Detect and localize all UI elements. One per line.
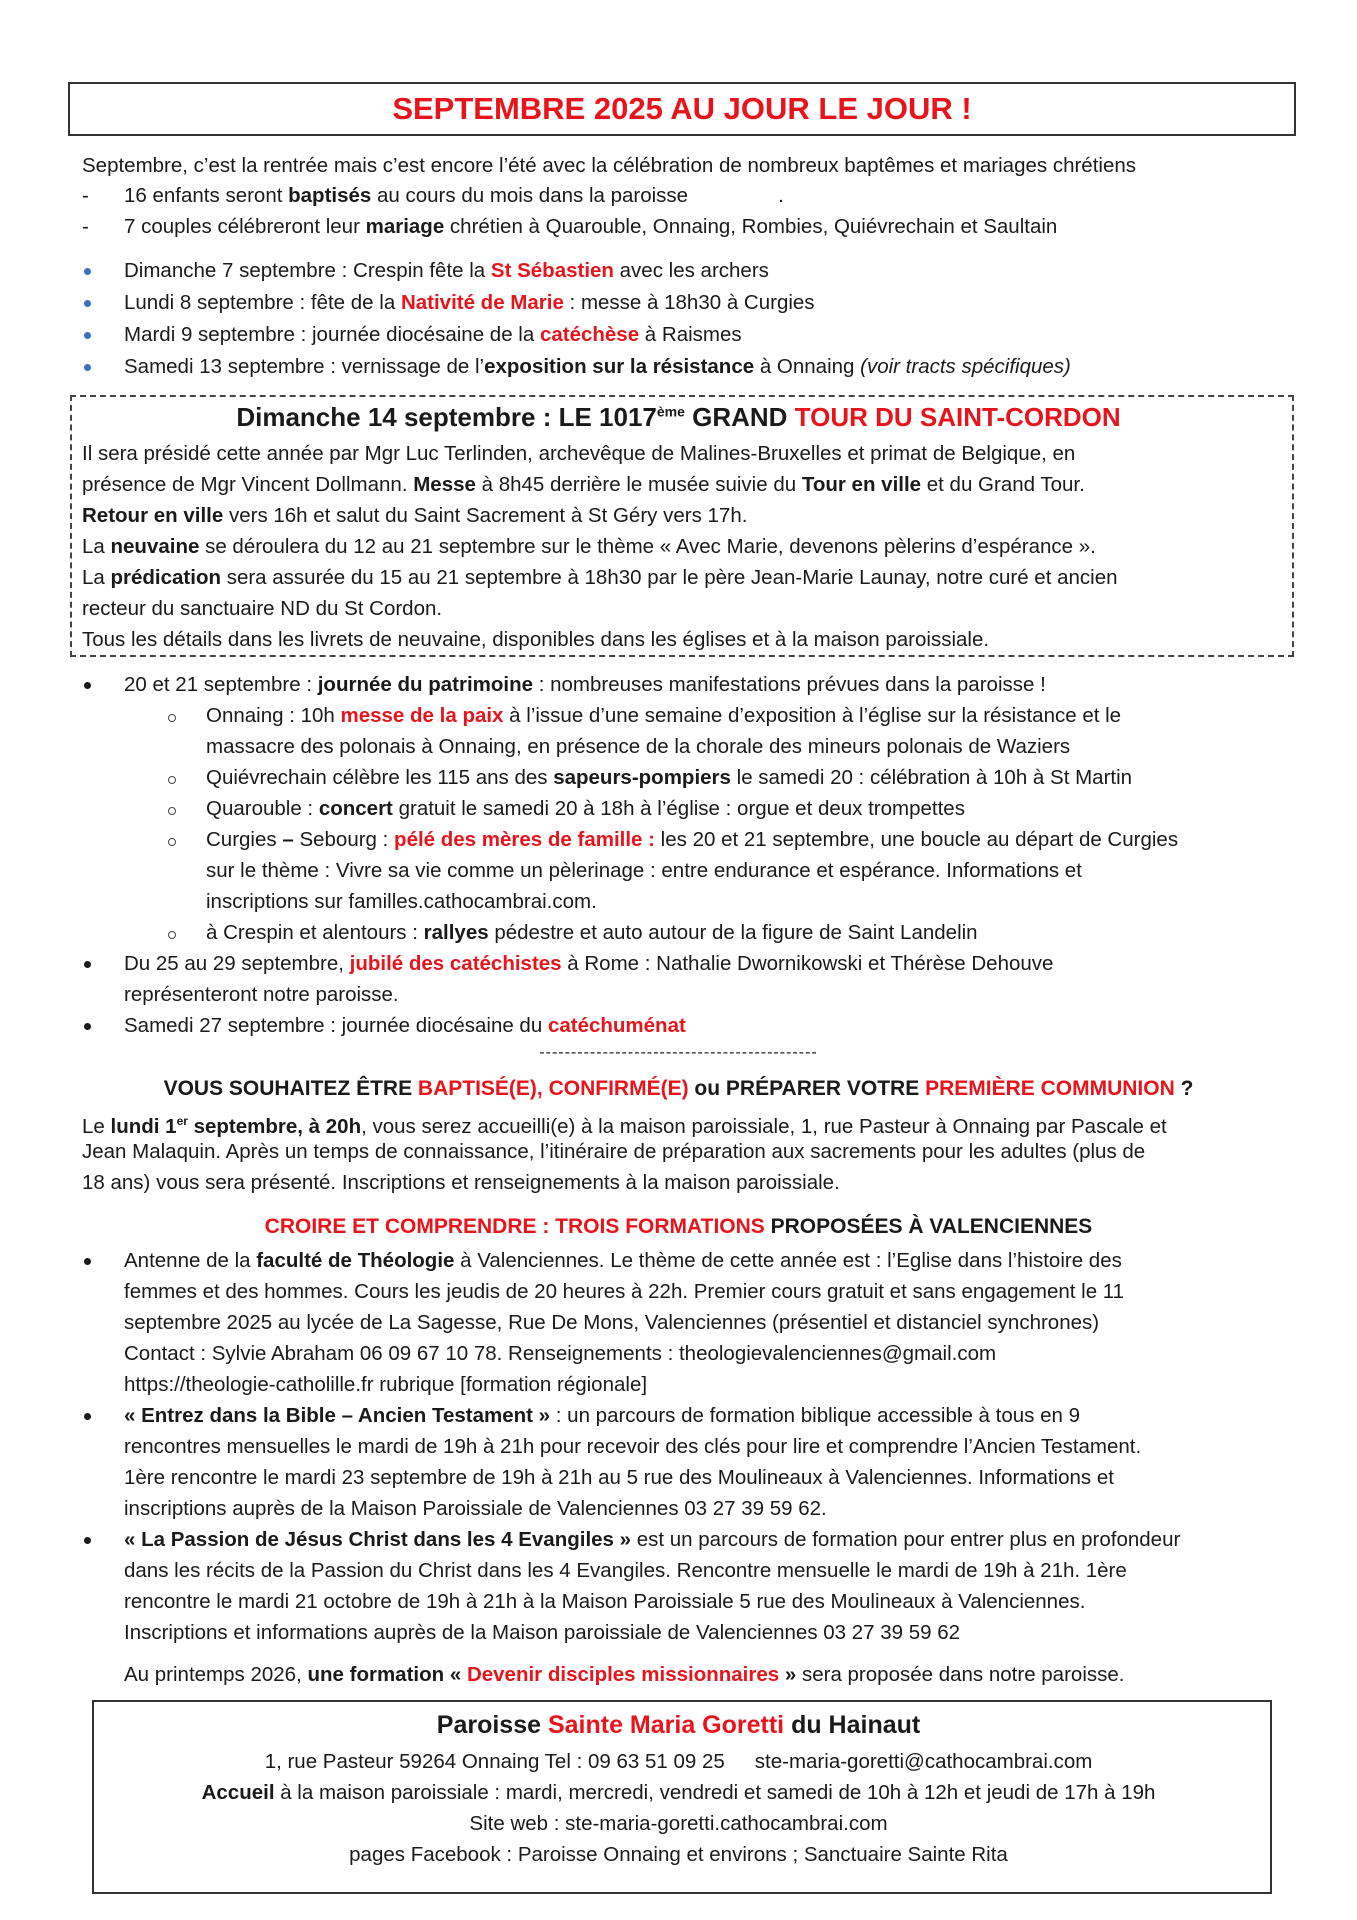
- formation-theologie-5: https://theologie-catholille.fr rubrique [formation régionale]: [124, 1373, 648, 1396]
- bapteme-line-1: Le lundi 1er septembre, à 20h, vous serez accueilli(e) à la maison paroissiale, 1, rue Pasteur à Onnaing par Pascale et: [82, 1114, 1167, 1138]
- circle-bullet-icon: [168, 838, 176, 846]
- bullet-icon: [84, 1413, 91, 1420]
- formation-bible: « Entrez dans la Bible – Ancien Testament » : un parcours de formation biblique accessible à tous en 9: [124, 1404, 1080, 1427]
- cordon-line-7: Tous les détails dans les livrets de neuvaine, disponibles dans les églises et à la maison paroissiale.: [82, 628, 990, 651]
- patrimoine-onnaing: Onnaing : 10h messe de la paix à l’issue d’une semaine d’exposition à l’église sur la résistance et le: [206, 704, 1122, 727]
- event-exposition: Samedi 13 septembre : vernissage de l’exposition sur la résistance à Onnaing (voir tracts spécifiques): [124, 355, 1071, 378]
- circle-bullet-icon: [168, 776, 176, 784]
- formation-passion: « La Passion de Jésus Christ dans les 4 Evangiles » est un parcours de formation pour entrer plus en profondeur: [124, 1528, 1181, 1551]
- page-title: SEPTEMBRE 2025 AU JOUR LE JOUR !: [68, 82, 1296, 136]
- cordon-line-5: La prédication sera assurée du 15 au 21 septembre à 18h30 par le père Jean-Marie Launay, notre curé et ancien: [82, 566, 1118, 589]
- bullet-icon: [84, 268, 91, 275]
- bapteme-heading: VOUS SOUHAITEZ ÊTRE BAPTISÉ(E), CONFIRMÉ(E) ou PRÉPARER VOTRE PREMIÈRE COMMUNION ?: [163, 1077, 1194, 1100]
- formation-passion-2: dans les récits de la Passion du Christ dans les 4 Evangiles. Rencontre mensuelle le mardi de 19h à 21h. 1ère: [124, 1559, 1127, 1582]
- patrimoine-onnaing-2: massacre des polonais à Onnaing, en présence de la chorale des mineurs polonais de Waziers: [206, 735, 1071, 758]
- footer-title: Paroisse Sainte Maria Goretti du Hainaut: [436, 1711, 921, 1739]
- patrimoine-curgies-3: inscriptions sur familles.cathocambrai.com.: [206, 890, 597, 913]
- formation-theologie-2: femmes et des hommes. Cours les jeudis de 20 heures à 22h. Premier cours gratuit et sans engagement le 11: [124, 1280, 1125, 1303]
- formation-passion-3: rencontre le mardi 21 octobre de 19h à 21h à la Maison Paroissiale 5 rue des Moulineaux à Valenciennes.: [124, 1590, 1086, 1613]
- footer-facebook: pages Facebook : Paroisse Onnaing et environs ; Sanctuaire Sainte Rita: [349, 1843, 1008, 1866]
- catechumenat-item: Samedi 27 septembre : journée diocésaine du catéchuménat: [124, 1014, 686, 1037]
- formation-bible-2: rencontres mensuelles le mardi de 19h à 21h pour recevoir des clés pour lire et comprendre l’Ancien Testament.: [124, 1435, 1142, 1458]
- patrimoine-curgies: Curgies – Sebourg : pélé des mères de famille : les 20 et 21 septembre, une boucle au départ de Curgies: [206, 828, 1179, 851]
- cordon-line-3: Retour en ville vers 16h et salut du Saint Sacrement à St Géry vers 17h.: [82, 504, 748, 527]
- cordon-line-4: La neuvaine se déroulera du 12 au 21 septembre sur le thème « Avec Marie, devenons pèlerins d’espérance ».: [82, 535, 1096, 558]
- saint-cordon-heading: Dimanche 14 septembre : LE 1017ème GRAND TOUR DU SAINT-CORDON: [236, 402, 1121, 432]
- patrimoine-quarouble: Quarouble : concert gratuit le samedi 20 à 18h à l’église : orgue et deux trompettes: [206, 797, 965, 820]
- cordon-line-2: présence de Mgr Vincent Dollmann. Messe à 8h45 derrière le musée suivie du Tour en ville et du Grand Tour.: [82, 473, 1085, 496]
- jubile-item: Du 25 au 29 septembre, jubilé des catéchistes à Rome : Nathalie Dwornikowski et Thérèse Dehouve: [124, 952, 1054, 975]
- dash-bullet: -: [82, 215, 89, 238]
- bullet-icon: [84, 1258, 91, 1265]
- formation-theologie-3: septembre 2025 au lycée de La Sagesse, Rue De Mons, Valenciennes (présentiel et distanciel synchrones): [124, 1311, 1100, 1334]
- footer-site[interactable]: Site web : ste-maria-goretti.cathocambrai.com: [469, 1812, 888, 1835]
- jubile-item-2: représenteront notre paroisse.: [124, 983, 399, 1006]
- cordon-line-6: recteur du sanctuaire ND du St Cordon.: [82, 597, 443, 620]
- bullet-icon: [84, 961, 91, 968]
- cordon-line-1: Il sera présidé cette année par Mgr Luc Terlinden, archevêque de Malines-Bruxelles et primat de Belgique, en: [82, 442, 1076, 465]
- formation-theologie: Antenne de la faculté de Théologie à Valenciennes. Le thème de cette année est : l’Eglise dans l’histoire des: [124, 1249, 1122, 1272]
- circle-bullet-icon: [168, 807, 176, 815]
- footer-email[interactable]: ste-maria-goretti@cathocambrai.com: [754, 1750, 1093, 1773]
- patrimoine-item: 20 et 21 septembre : journée du patrimoine : nombreuses manifestations prévues dans la paroisse !: [124, 673, 1046, 696]
- formation-bible-3: 1ère rencontre le mardi 23 septembre de 19h à 21h au 5 rue des Moulineaux à Valenciennes. Informations et: [124, 1466, 1114, 1489]
- patrimoine-quievrechain: Quiévrechain célèbre les 115 ans des sapeurs-pompiers le samedi 20 : célébration à 10h à St Martin: [206, 766, 1133, 789]
- separator: --------------------------------------------: [539, 1044, 818, 1061]
- formation-passion-4: Inscriptions et informations auprès de la Maison paroissiale de Valenciennes 03 27 39 59 62: [124, 1621, 961, 1644]
- intro-baptemes: 16 enfants seront baptisés au cours du mois dans la paroisse .: [124, 184, 784, 207]
- event-catechese: Mardi 9 septembre : journée diocésaine de la catéchèse à Raismes: [124, 323, 742, 346]
- formations-heading: CROIRE ET COMPRENDRE : TROIS FORMATIONS PROPOSÉES À VALENCIENNES: [264, 1215, 1093, 1238]
- footer-address-line: [0, 1750, 1357, 1774]
- formation-printemps: Au printemps 2026, une formation « Devenir disciples missionnaires » sera proposée dans notre paroisse.: [124, 1663, 1125, 1686]
- bullet-icon: [84, 1537, 91, 1544]
- bullet-icon: [84, 1023, 91, 1030]
- bullet-icon: [84, 682, 91, 689]
- intro-text: Septembre, c’est la rentrée mais c’est encore l’été avec la célébration de nombreux baptêmes et mariages chrétiens: [82, 154, 1137, 177]
- patrimoine-curgies-2: sur le thème : Vivre sa vie comme un pèlerinage : entre endurance et espérance. Informations et: [206, 859, 1082, 882]
- circle-bullet-icon: [168, 714, 176, 722]
- event-st-sebastien: Dimanche 7 septembre : Crespin fête la St Sébastien avec les archers: [124, 259, 769, 282]
- patrimoine-crespin: à Crespin et alentours : rallyes pédestre et auto autour de la figure de Saint Landelin: [206, 921, 978, 944]
- bullet-icon: [84, 364, 91, 371]
- formation-bible-4: inscriptions auprès de la Maison Paroissiale de Valenciennes 03 27 39 59 62.: [124, 1497, 827, 1520]
- dash-bullet: -: [82, 184, 89, 207]
- intro-mariages: 7 couples célébreront leur mariage chrétien à Quarouble, Onnaing, Rombies, Quiévrechain et Saultain: [124, 215, 1058, 238]
- bullet-icon: [84, 300, 91, 307]
- bapteme-line-3: 18 ans) vous sera présenté. Inscriptions et renseignements à la maison paroissiale.: [82, 1171, 840, 1194]
- bapteme-line-2: Jean Malaquin. Après un temps de connaissance, l’itinéraire de préparation aux sacrements pour les adultes (plus de: [82, 1140, 1146, 1163]
- footer-accueil: Accueil à la maison paroissiale : mardi, mercredi, vendredi et samedi de 10h à 12h et jeudi de 17h à 19h: [201, 1781, 1156, 1804]
- footer-address: 1, rue Pasteur 59264 Onnaing Tel : 09 63 51 09 25: [264, 1750, 725, 1773]
- formation-theologie-4: Contact : Sylvie Abraham 06 09 67 10 78. Renseignements : theologievalenciennes@gmail.com: [124, 1342, 997, 1365]
- bullet-icon: [84, 332, 91, 339]
- circle-bullet-icon: [168, 931, 176, 939]
- event-nativite: Lundi 8 septembre : fête de la Nativité de Marie : messe à 18h30 à Curgies: [124, 291, 815, 314]
